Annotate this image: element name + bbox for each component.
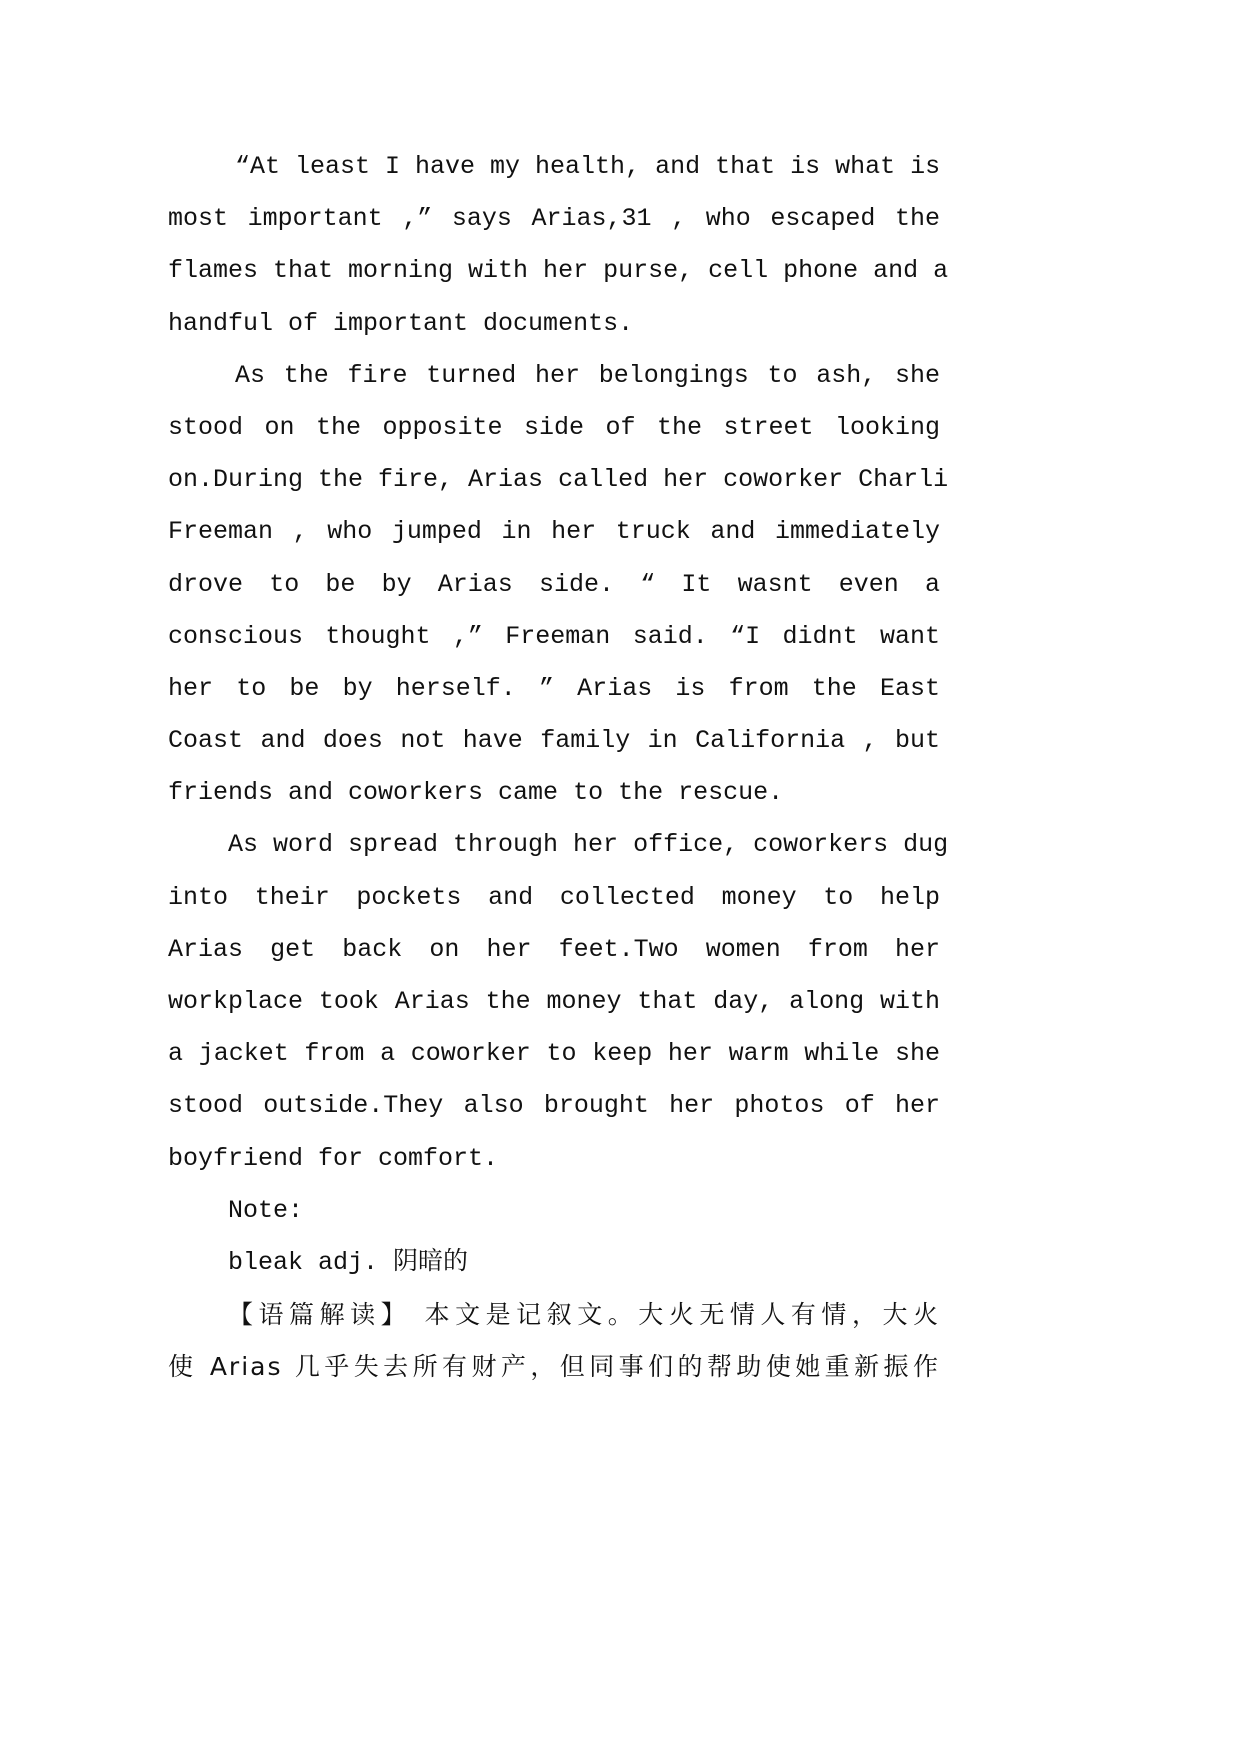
text-line: “At least I have my health, and that is what is	[235, 152, 941, 181]
text-line: a jacket from a coworker to keep her warm while she	[168, 1039, 940, 1069]
text-line: into their pockets and collected money to help	[168, 882, 940, 912]
text-line: 【语篇解读】 本文是记叙文。大火无情人有情，大火	[228, 1300, 940, 1330]
note-label: Note:	[228, 1195, 304, 1225]
text-line: handful of important documents.	[168, 308, 634, 338]
vocabulary-note: bleak adj. 阴暗的	[228, 1247, 469, 1277]
text-line: Freeman , who jumped in her truck and immediately	[168, 517, 940, 547]
text-line: flames that morning with her purse, cell phone and a	[168, 256, 949, 286]
text-line: boyfriend for comfort.	[168, 1143, 499, 1173]
text-line: workplace took Arias the money that day, along with	[168, 987, 940, 1016]
text-line: Arias get back on her feet.Two women from her	[168, 934, 940, 964]
text-line: drove to be by Arias side. “ It wasnt even a	[168, 569, 940, 599]
text-line: stood outside.They also brought her photos of her	[168, 1091, 940, 1121]
text-line: on.During the fire, Arias called her coworker Charli	[168, 465, 949, 495]
text-line: most important ,” says Arias,31 , who escaped the	[168, 204, 940, 234]
text-line: friends and coworkers came to the rescue.	[168, 778, 784, 808]
text-line: her to be by herself. ” Arias is from the East	[168, 673, 940, 703]
text-line: 使 Arias 几乎失去所有财产，但同事们的帮助使她重新振作	[168, 1352, 940, 1382]
text-line: stood on the opposite side of the street looking	[168, 412, 940, 442]
text-line: As the fire turned her belongings to ash, she	[235, 360, 940, 390]
text-line: conscious thought ,” Freeman said. “I didnt want	[168, 621, 940, 651]
text-line: Coast and does not have family in California , but	[168, 726, 940, 756]
text-line: As word spread through her office, coworkers dug	[228, 830, 949, 860]
document-page	[168, 141, 949, 1394]
